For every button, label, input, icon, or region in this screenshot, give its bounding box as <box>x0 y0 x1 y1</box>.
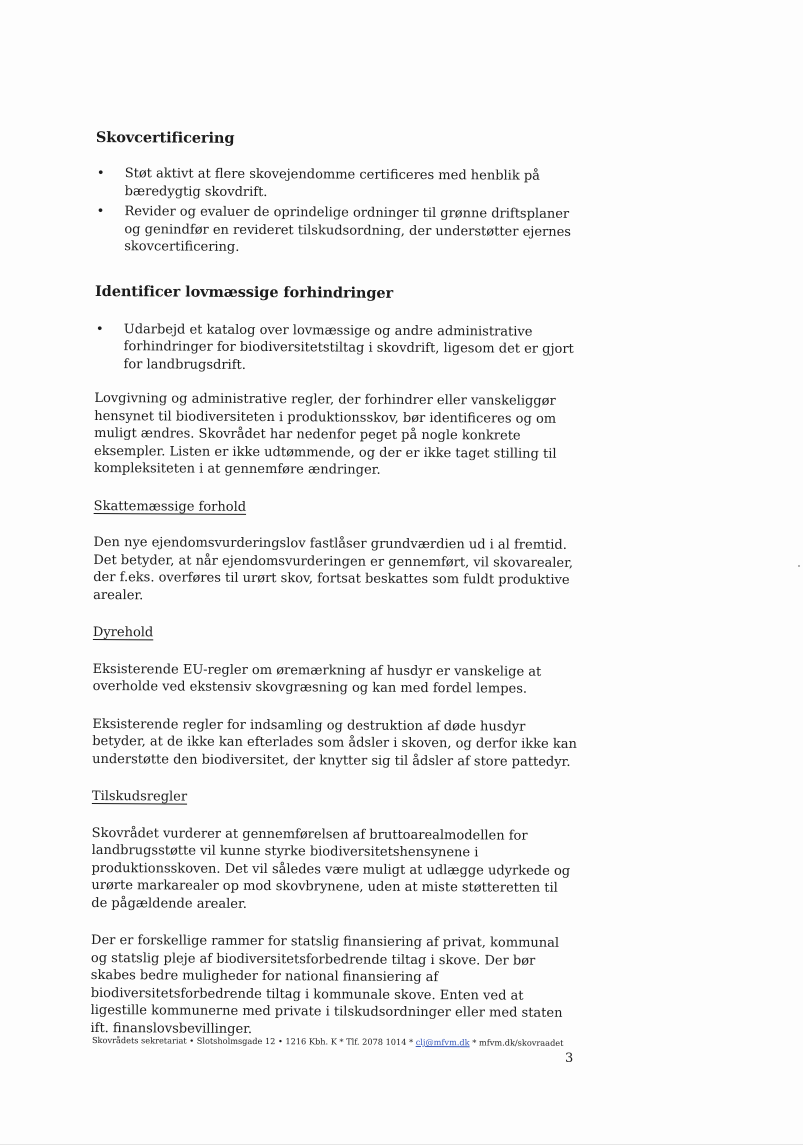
bullet-icon: • <box>96 166 105 182</box>
subheading-tilskudsregler: Tilskudsregler <box>91 788 188 805</box>
footer-email-link[interactable]: clj@mfvm.dk <box>415 1036 470 1048</box>
footer-address: Skovrådets sekretariat • Slotsholmsgade 12 • 1216 Kbh. K * Tlf. 2078 1014 * <box>91 1035 416 1047</box>
bullet-text: Støt aktivt at flere skovejendomme certificeres med henblik på bæredygtig skovdrift. <box>124 166 540 200</box>
scan-speck <box>798 565 800 567</box>
bullet-text: Revider og evaluer de oprindelige ordninger til grønne driftsplaner og genindfør en revideret tilskudsordning, der understøtter ejernes skovcertificering. <box>124 204 572 255</box>
paragraph-dyrehold-1: Eksisterende EU-regler om øremærkning af husdyr er vanskelige at overholde ved ekstensiv skovgræsning og kan med fordel lempes. <box>92 661 542 697</box>
bullet-list-skovcertificering <box>95 165 581 258</box>
bullet-list-lovmaessige <box>95 320 580 375</box>
subheading-skattemaessige: Skattemæssige forhold <box>93 498 247 515</box>
paragraph-dyrehold-2: Eksisterende regler for indsamling og destruktion af døde husdyr betyder, at de ikke kan efterlades som ådsler i skoven, og derfor ikke kan understøtte den biodiversitet, der knytter sig til ådsler af store pattedyr. <box>92 716 577 770</box>
section-heading-lovmaessige: Identificer lovmæssige forhindringer <box>94 282 394 302</box>
bullet-icon: • <box>95 321 104 337</box>
paragraph-tilskud-2: Der er forskellige rammer for statslig finansiering af privat, kommunal og statslig pleje af biodiversitetsforbedrende tiltag i skove. Der bør skabes bedre muligheder for national finansiering af biodiversitetsforbedrende tiltag i kommunale skove. Enten ved at ligestille kommunerne med private i tilskudsordninger eller med staten ift. finanslovsbevillinger. <box>90 932 563 1037</box>
paragraph-tilskud-1: Skovrådet vurderer at gennemførelsen af bruttoarealmodellen for landbrugsstøtte vil kunne styrke biodiversitetshensynene i produktionsskoven. Det vil således være muligt at udlægge udyrkede og urørte markarealer op mod skovbrynene, uden at miste støtteretten til de pågældende arealer. <box>91 825 571 912</box>
subheading-dyrehold: Dyrehold <box>92 624 154 641</box>
page-number: 3 <box>565 1051 574 1066</box>
bullet-icon: • <box>96 204 105 220</box>
page-content <box>90 128 581 1040</box>
bullet-item <box>96 165 581 203</box>
page-footer <box>92 1034 562 1049</box>
paragraph-lovmaessige-intro: Lovgivning og administrative regler, der forhindrer eller vanskeliggør hensynet til biodiversiteten i produktionsskov, bør identificeres og om muligt ændres. Skovrådet har nedenfor peget på nogle konkrete eksempler. Listen er ikke udtømmende, og der er ikke taget stilling til kompleksiteten i at gennemføre ændringer. <box>93 390 557 478</box>
bullet-text: Udarbejd et katalog over lovmæssige og andre administrative forhindringer for biodiversitetstiltag i skovdrift, ligesom det er gjort for landbrugsdrift. <box>123 321 574 373</box>
bullet-item <box>95 203 580 258</box>
bullet-item <box>95 320 580 375</box>
section-heading-skovcertificering: Skovcertificering <box>95 128 235 147</box>
paragraph-skat: Den nye ejendomsvurderingslov fastlåser grundværdien ud i al fremtid. Det betyder, at når ejendomsvurderingen er gennemført, vil skovarealer, der f.eks. overføres til urørt skov, fortsat beskattes som fuldt produktive arealer. <box>93 534 574 603</box>
footer-website: * mfvm.dk/skovraadet <box>469 1037 564 1048</box>
